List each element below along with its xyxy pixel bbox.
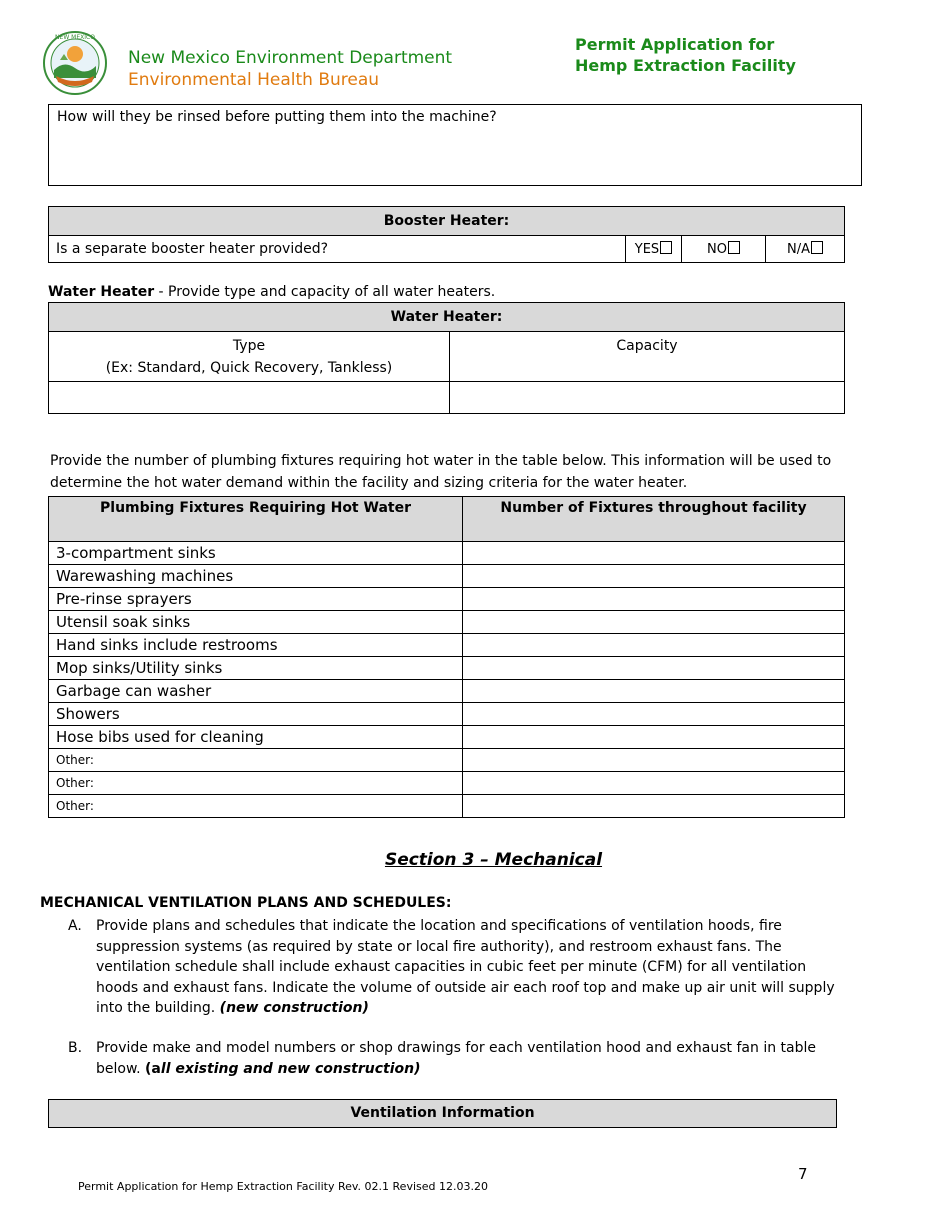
table-row xyxy=(49,795,845,818)
fixture-count-cell[interactable] xyxy=(463,795,845,818)
nmed-seal-logo xyxy=(42,30,108,96)
type-example: (Ex: Standard, Quick Recovery, Tankless) xyxy=(105,360,393,376)
fixture-rows xyxy=(49,542,845,818)
seal-lettering: NEW MEXICO xyxy=(55,34,95,41)
water-heater-intro-bold: Water Heater xyxy=(48,284,155,300)
table-row xyxy=(49,565,845,588)
fixtures-intro: Provide the number of plumbing fixtures requiring hot water in the table below. This information will be used to determine the hot water demand within the facility and sizing criteria for the water heater. xyxy=(50,453,832,491)
water-heater-title: Water Heater: xyxy=(49,303,845,332)
table-row xyxy=(49,657,845,680)
fixtures-col1-header: Plumbing Fixtures Requiring Hot Water xyxy=(49,497,463,542)
plumbing-fixtures-table xyxy=(48,496,845,818)
fixture-count-cell[interactable] xyxy=(463,542,845,565)
table-row xyxy=(49,680,845,703)
item-b-marker: B. xyxy=(68,1040,83,1056)
water-heater-intro-text: - Provide type and capacity of all water heaters. xyxy=(154,284,496,300)
department-name: New Mexico Environment Department xyxy=(128,48,453,68)
fixture-count-cell[interactable] xyxy=(463,703,845,726)
table-row xyxy=(49,542,845,565)
fixture-name: Warewashing machines xyxy=(49,565,463,588)
fixture-count-cell[interactable] xyxy=(463,611,845,634)
capacity-header: Capacity xyxy=(450,332,845,382)
fixture-count-cell[interactable] xyxy=(463,588,845,611)
water-heater-intro xyxy=(48,284,495,300)
fixture-name: Hand sinks include restrooms xyxy=(49,634,463,657)
table-row xyxy=(49,588,845,611)
yes-option[interactable] xyxy=(626,236,682,263)
fixture-count-cell[interactable] xyxy=(463,749,845,772)
table-row xyxy=(49,703,845,726)
booster-heater-question: Is a separate booster heater provided? xyxy=(49,236,626,263)
rinse-question: How will they be rinsed before putting them into the machine? xyxy=(57,109,497,125)
fixture-name: 3-compartment sinks xyxy=(49,542,463,565)
fixture-count-cell[interactable] xyxy=(463,680,845,703)
item-a-marker: A. xyxy=(68,918,82,934)
na-option[interactable] xyxy=(766,236,845,263)
item-a-text: Provide plans and schedules that indicate the location and specifications of ventilation hoods, fire suppression systems (as required by state or local fire authority), and restroom exhaust fans. The ventilation schedule shall include exhaust capacities in cubic feet per minute (CFM) for all ventilation hoods and exhaust fans. Indicate the volume of outside air each roof top and make up air unit will supply into the building. xyxy=(96,918,835,1016)
na-checkbox[interactable] xyxy=(811,241,823,254)
footer-text: Permit Application for Hemp Extraction Facility Rev. 02.1 Revised 12.03.20 xyxy=(78,1180,488,1193)
section-title: Section 3 – Mechanical xyxy=(384,850,603,870)
booster-heater-table xyxy=(48,206,845,263)
fixture-name: Garbage can washer xyxy=(49,680,463,703)
na-label: N/A xyxy=(787,242,810,257)
fixture-name: Showers xyxy=(49,703,463,726)
fixture-count-cell[interactable] xyxy=(463,772,845,795)
fixture-count-cell[interactable] xyxy=(463,726,845,749)
item-b-bold-italic: ll existing and new construction) xyxy=(160,1060,421,1077)
capacity-input-cell[interactable] xyxy=(450,382,845,414)
item-a-bold: (new construction) xyxy=(219,1000,369,1016)
no-checkbox[interactable] xyxy=(728,241,740,254)
rinse-question-box[interactable] xyxy=(48,104,862,186)
form-title-line1: Permit Application for xyxy=(575,35,775,54)
form-title-line2: Hemp Extraction Facility xyxy=(575,56,796,75)
item-b-bold-prefix: (a xyxy=(145,1060,161,1077)
booster-heater-title: Booster Heater: xyxy=(49,207,845,236)
table-row xyxy=(49,726,845,749)
fixture-name: Hose bibs used for cleaning xyxy=(49,726,463,749)
type-label: Type xyxy=(232,338,266,354)
type-input-cell[interactable] xyxy=(49,382,450,414)
ventilation-info-header: Ventilation Information xyxy=(48,1099,837,1128)
fixture-count-cell[interactable] xyxy=(463,657,845,680)
mechanical-heading: MECHANICAL VENTILATION PLANS AND SCHEDULES: xyxy=(40,895,452,911)
water-heater-table xyxy=(48,302,845,414)
no-option[interactable] xyxy=(682,236,766,263)
fixture-name: Mop sinks/Utility sinks xyxy=(49,657,463,680)
item-b xyxy=(68,1038,848,1079)
table-row xyxy=(49,634,845,657)
fixture-count-cell[interactable] xyxy=(463,634,845,657)
table-row xyxy=(49,611,845,634)
page-number: 7 xyxy=(798,1165,808,1183)
fixture-count-cell[interactable] xyxy=(463,565,845,588)
other-fixture-label: Other: xyxy=(49,795,463,818)
other-fixture-label: Other: xyxy=(49,772,463,795)
type-header xyxy=(49,332,450,382)
fixture-name: Utensil soak sinks xyxy=(49,611,463,634)
fixture-name: Pre-rinse sprayers xyxy=(49,588,463,611)
table-row xyxy=(49,772,845,795)
no-label: NO xyxy=(707,242,727,257)
bureau-name: Environmental Health Bureau xyxy=(128,70,380,90)
fixtures-col2-header: Number of Fixtures throughout facility xyxy=(463,497,845,542)
yes-label: YES xyxy=(634,242,660,257)
item-a xyxy=(68,916,848,1019)
yes-checkbox[interactable] xyxy=(660,241,672,254)
other-fixture-label: Other: xyxy=(49,749,463,772)
table-row xyxy=(49,749,845,772)
item-b-text: Provide make and model numbers or shop drawings for each ventilation hood and exhaust fan in table below. xyxy=(96,1040,816,1077)
